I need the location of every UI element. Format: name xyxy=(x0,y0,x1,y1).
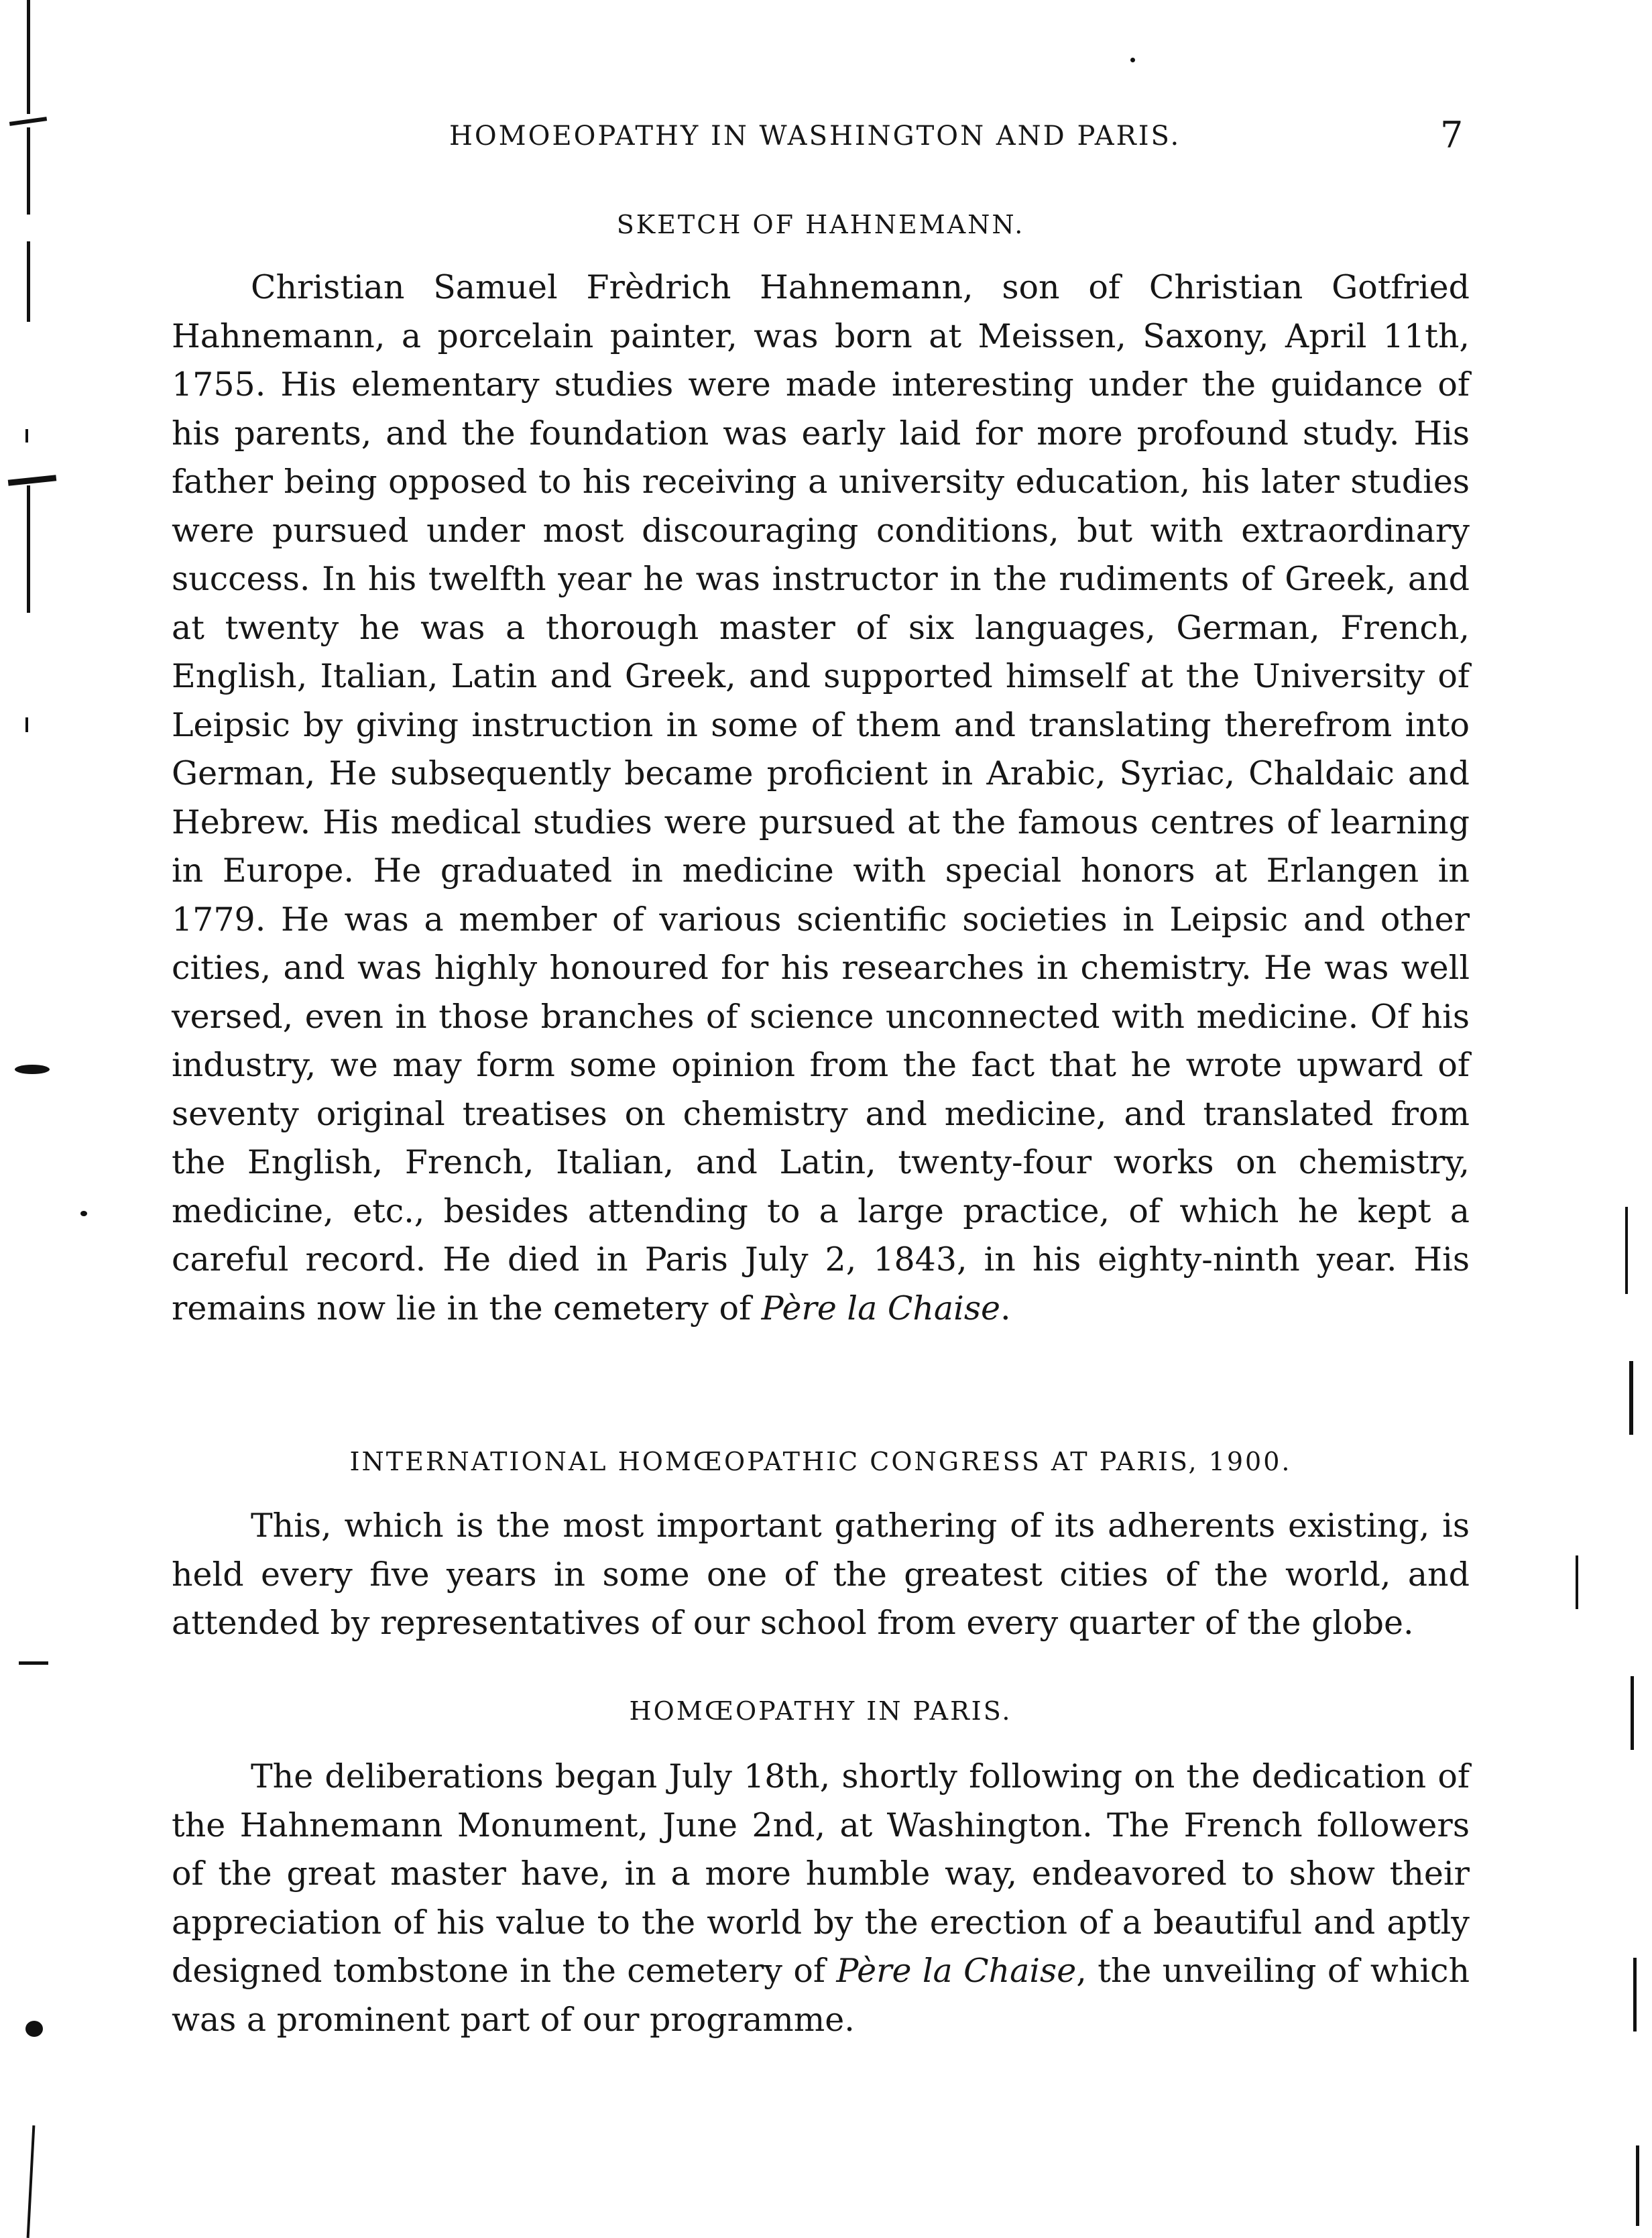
scan-blot xyxy=(1130,58,1135,62)
scan-mark xyxy=(27,127,30,215)
paragraph-paris-text: The deliberations began July 18th, shortly following on the dedication of the Hahnemann Monument, June 2nd, at Washington. The French followers of the great master have, in a more humble way, endeavored to show their appreciation of his value to the world by the erection of a beautiful and aptly designed tombstone in the cemetery of xyxy=(172,1757,1470,1990)
scan-mark xyxy=(1633,1958,1637,2031)
scan-blot xyxy=(25,2021,43,2037)
scan-mark xyxy=(27,2125,36,2238)
scan-mark xyxy=(27,0,30,114)
scan-mark xyxy=(19,1661,48,1665)
paragraph-paris-italic: Père la Chaise xyxy=(836,1952,1077,1990)
scan-mark xyxy=(1631,1676,1634,1750)
scan-mark xyxy=(27,241,30,322)
paragraph-paris-end: , the unveiling of which was a prominent part of our programme. xyxy=(172,1952,1470,2039)
page-number: 7 xyxy=(1440,114,1464,156)
paragraph-congress xyxy=(172,1502,1470,1648)
running-head: HOMOEOPATHY IN WASHINGTON AND PARIS. xyxy=(449,121,1181,152)
scan-mark xyxy=(25,429,28,443)
section-heading-sketch: SKETCH OF HAHNEMANN. xyxy=(616,210,1025,239)
scan-mark xyxy=(1576,1555,1578,1609)
scan-mark xyxy=(1629,1361,1633,1435)
paragraph-sketch-end: . xyxy=(1000,1289,1011,1328)
scan-mark xyxy=(1636,2145,1639,2226)
scan-mark xyxy=(8,475,57,485)
section-heading-paris: HOMŒOPATHY IN PARIS. xyxy=(629,1696,1012,1726)
paragraph-sketch xyxy=(172,263,1470,1333)
paragraph-paris xyxy=(172,1753,1470,2044)
scan-blot xyxy=(15,1065,50,1074)
paragraph-sketch-italic: Père la Chaise xyxy=(761,1289,1000,1328)
paragraph-sketch-text: Christian Samuel Frèdrich Hahnemann, son of Christian Gotfried Hahnemann, a porcelain painter, was born at Meissen, Saxony, April 11th, 1755. His elementary studies were made interesting under the guidance of his parents, and the foundation was early laid for more profound study. His father being opposed to his receiving a university education, his later studies were pursued under most discouraging conditions, but with extraordinary success. In his twelfth year he was instructor in the rudiments of Greek, and at twenty he was a thorough master of six languages, German, French, English, Italian, Latin and Greek, and supported himself at the University of Leipsic by giving instruction in some of them and translating therefrom into German, He subsequently became proficient in Arabic, Syriac, Chaldaic and Hebrew. His medical studies were pursued at the famous centres of learning in Europe. He graduated in medicine with special honors at Erlangen in 1779. He was a member of various scientific societies in Leipsic and other cities, and was highly honoured for his researches in chemistry. He was well versed, even in those branches of science unconnected with medicine. Of his industry, we may form some opinion from the fact that he wrote upward of seventy original treatises on chemistry and medicine, and translated from the English, French, Italian, and Latin, twenty-four works on chemistry, medicine, etc., besides attending to a large practice, of which he kept a careful record. He died in Paris July 2, 1843, in his eighty-ninth year. His remains now lie in the cemetery of xyxy=(172,268,1470,1328)
scan-mark xyxy=(1625,1207,1628,1294)
scan-blot xyxy=(80,1211,87,1216)
scan-mark xyxy=(27,485,30,613)
paragraph-congress-text: This, which is the most important gathering of its adherents existing, is held every five years in some one of the greatest cities of the world, and attended by representatives of our school from every quarter of the globe. xyxy=(172,1507,1470,1642)
scan-mark xyxy=(9,117,47,126)
section-heading-congress: INTERNATIONAL HOMŒOPATHIC CONGRESS AT PARIS, 1900. xyxy=(349,1447,1292,1476)
scan-mark xyxy=(25,717,28,732)
